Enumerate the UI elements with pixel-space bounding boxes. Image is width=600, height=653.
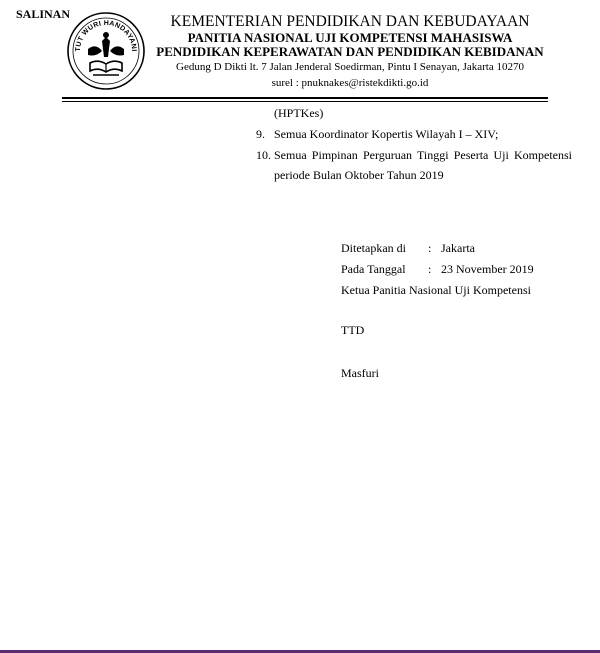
letterhead-divider-thin [62, 101, 548, 102]
ministry-name: KEMENTERIAN PENDIDIKAN DAN KEBUDAYAAN [170, 13, 530, 30]
signatory-position: Ketua Panitia Nasional Uji Kompetensi [341, 283, 531, 297]
copy-stamp: SALINAN [16, 7, 71, 21]
date-value: 23 November 2019 [441, 262, 534, 276]
address: Gedung D Dikti lt. 7 Jalan Jenderal Soedirman, Pintu I Senayan, Jakarta 10270 [176, 61, 524, 73]
recipient-number: 10. [256, 148, 271, 162]
separator: : [428, 241, 432, 255]
recipient-text: Semua Pimpinan Perguruan Tinggi Peserta Uji Kompetensi [274, 148, 572, 162]
committee-subtitle: PENDIDIKAN KEPERAWATAN DAN PENDIDIKAN KEBIDANAN [156, 44, 544, 59]
email: surel : pnuknakes@ristekdikti.go.id [271, 77, 429, 89]
committee-name: PANITIA NASIONAL UJI KOMPETENSI MAHASISWA [187, 30, 513, 45]
letterhead-divider [62, 97, 548, 99]
recipient-text: Semua Koordinator Kopertis Wilayah I – XIV; [274, 127, 499, 141]
place-label: Ditetapkan di [341, 241, 406, 255]
signatory-name: Masfuri [341, 366, 379, 380]
signed-mark: TTD [341, 323, 365, 337]
date-label: Pada Tanggal [341, 262, 406, 276]
tut-wuri-handayani-logo [66, 11, 146, 91]
separator: : [428, 262, 432, 276]
recipient-continuation: (HPTKes) [274, 106, 324, 120]
place-value: Jakarta [441, 241, 475, 255]
recipient-text-continued: periode Bulan Oktober Tahun 2019 [274, 168, 444, 182]
recipient-number: 9. [256, 127, 265, 141]
logo-motto: TUT WURI HANDAYANI [74, 19, 138, 52]
